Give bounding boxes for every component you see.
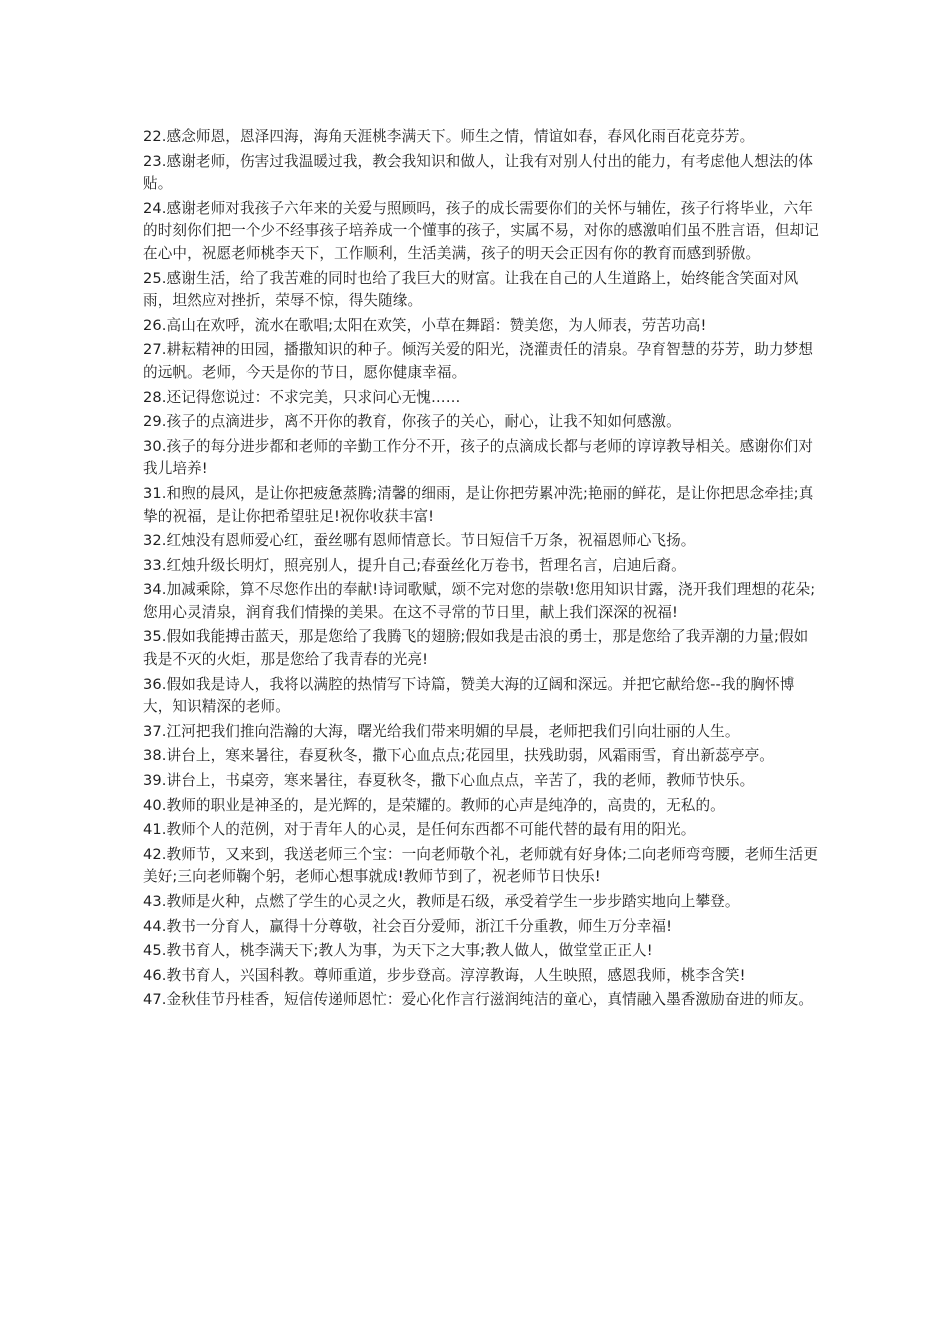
list-item: 42.教师节，又来到，我送老师三个宝：一向老师敬个礼，老师就有好身体;二向老师弯弯腰，老师生活更美好;三向老师鞠个躬，老师心想事就成!教师节到了，祝老师节日快乐!	[143, 845, 819, 886]
list-item: 27.耕耘精神的田园，播撒知识的种子。倾泻关爱的阳光，浇灌责任的清泉。孕育智慧的芬芳，助力梦想的远帆。老师，今天是你的节日，愿你健康幸福。	[143, 341, 814, 381]
list-item: 22.感念师恩，恩泽四海，海角天涯桃李满天下。师生之情，情谊如春，春风化雨百花竞芬芳。	[143, 128, 755, 145]
list-item: 29.孩子的点滴进步，离不开你的教育，你孩子的关心，耐心，让我不知如何感激。	[143, 413, 681, 431]
document-body	[143, 126, 823, 1014]
list-item: 37.江河把我们推向浩瀚的大海，曙光给我们带来明媚的早晨，老师把我们引向壮丽的人生。	[143, 722, 740, 740]
list-item: 47.金秋佳节丹桂香，短信传递师恩忙：爱心化作言行滋润纯洁的童心，真情融入墨香激励奋进的师友。	[143, 991, 814, 1009]
list-item: 28.还记得您说过：不求完美，只求问心无愧……	[143, 388, 461, 406]
list-item: 26.高山在欢呼，流水在歌唱;太阳在欢笑，小草在舞蹈：赞美您，为人师表，劳苦功高!	[143, 316, 707, 334]
list-item: 35.假如我能搏击蓝天，那是您给了我腾飞的翅膀;假如我是击浪的勇士，那是您给了我弄潮的力量;假如我是不灭的火炬，那是您给了我青春的光亮!	[143, 628, 809, 669]
list-item: 44.教书一分育人，赢得十分尊敬，社会百分爱师，浙江千分重教，师生万分幸福!	[143, 917, 673, 935]
list-item: 36.假如我是诗人，我将以满腔的热情写下诗篇，赞美大海的辽阔和深远。并把它献给您--我的胸怀博大，知识精深的老师。	[143, 675, 795, 716]
list-item: 32.红烛没有恩师爱心红，蚕丝哪有恩师情意长。节日短信千万条，祝福恩师心飞扬。	[143, 532, 696, 550]
list-item: 34.加减乘除，算不尽您作出的奉献!诗词歌赋，颂不完对您的崇敬!您用知识甘露，浇开我们理想的花朵;您用心灵清泉，润育我们情操的美果。在这不寻常的节日里，献上我们深深的祝福!	[143, 581, 816, 621]
list-item: 25.感谢生活，给了我苦难的同时也给了我巨大的财富。让我在自己的人生道路上，始终能含笑面对风雨，坦然应对挫折，荣辱不惊，得失随缘。	[143, 269, 799, 310]
list-item: 40.教师的职业是神圣的，是光辉的，是荣耀的。教师的心声是纯净的，高贵的，无私的。	[143, 796, 725, 814]
list-item: 24.感谢老师对我孩子六年来的关爱与照顾吗，孩子的成长需要你们的关怀与辅佐，孩子行将毕业，六年的时刻你们把一个少不经事孩子培养成一个懂事的孩子，实属不易，对你的感激咱们虽不胜言语，但却记在心中，祝愿老师桃李天下，工作顺利，生活美满，孩子的明天会正因有你的教育而感到骄傲。	[143, 199, 819, 262]
list-item: 23.感谢老师，伤害过我温暖过我，教会我知识和做人，让我有对别人付出的能力，有考虑他人想法的体贴。	[143, 152, 814, 193]
list-item: 30.孩子的每分进步都和老师的辛勤工作分不开，孩子的点滴成长都与老师的谆谆教导相关。感谢你们对我儿培养!	[143, 437, 814, 478]
list-item: 46.教书育人，兴国科教。尊师重道，步步登高。淳淳教诲，人生映照，感恩我师，桃李含笑!	[143, 966, 746, 984]
list-item: 33.红烛升级长明灯，照亮别人，提升自己;春蚕丝化万卷书，哲理名言，启迪后裔。	[143, 556, 686, 574]
list-item: 31.和煦的晨风，是让你把疲惫蒸腾;清馨的细雨，是让你把劳累冲洗;艳丽的鲜花，是让你把思念牵挂;真挚的祝福，是让你把希望驻足!祝你收获丰富!	[143, 484, 814, 525]
list-item: 39.讲台上，书桌旁，寒来暑往，春夏秋冬，撒下心血点点，辛苦了，我的老师，教师节快乐。	[143, 772, 755, 790]
list-item: 45.教书育人，桃李满天下;教人为事，为天下之大事;教人做人，做堂堂正正人!	[143, 942, 653, 960]
list-item: 38.讲台上，寒来暑往，春夏秋冬，撒下心血点点;花园里，扶残助弱，风霜雨雪，育出新蕊亭亭。	[143, 747, 774, 765]
list-item: 41.教师个人的范例，对于青年人的心灵，是任何东西都不可能代替的最有用的阳光。	[143, 821, 696, 839]
list-item: 43.教师是火种，点燃了学生的心灵之火，教师是石级，承受着学生一步步踏实地向上攀登。	[143, 893, 740, 910]
